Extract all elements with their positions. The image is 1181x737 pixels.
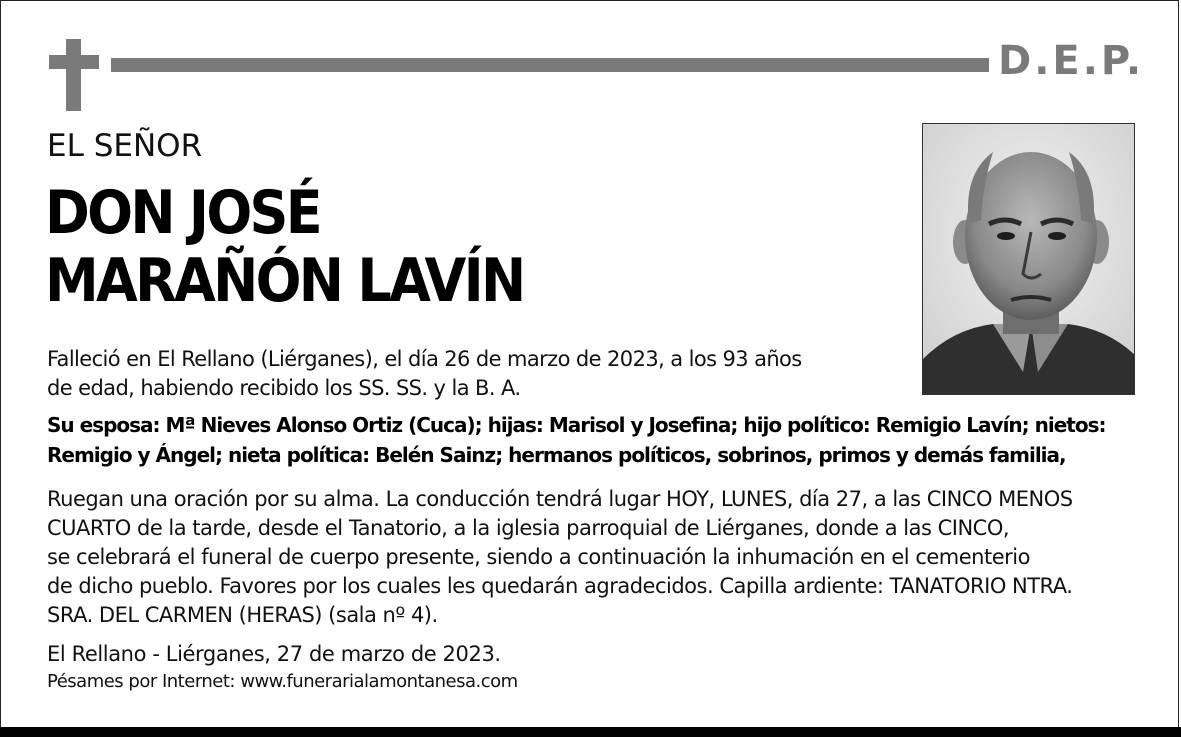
condolences-link: Pésames por Internet: www.funerarialamontanesa.com bbox=[47, 671, 518, 692]
portrait-photo bbox=[922, 123, 1135, 395]
name-line-2: MARAÑÓN LAVÍN bbox=[45, 246, 524, 316]
cross-icon bbox=[49, 39, 99, 111]
funeral-info-line: de dicho pueblo. Favores por los cuales les quedarán agradecidos. Capilla ardiente: TANATORIO NTRA. bbox=[47, 574, 1073, 598]
funeral-info-line: Ruegan una oración por su alma. La conducción tendrá lugar HOY, LUNES, día 27, a las CINCO MENOS bbox=[47, 487, 1073, 511]
funeral-info-line: SRA. DEL CARMEN (HERAS) (sala nº 4). bbox=[47, 603, 438, 627]
deceased-name bbox=[45, 179, 524, 315]
family-line: Remigio y Ángel; nieta política: Belén Sainz; hermanos políticos, sobrinos, primos y demás familia, bbox=[47, 443, 1066, 467]
dep-label: D.E.P. bbox=[998, 38, 1145, 84]
funeral-info-line: se celebrará el funeral de cuerpo presente, siendo a continuación la inhumación en el cementerio bbox=[47, 545, 1030, 569]
name-line-1: DON JOSÉ bbox=[45, 178, 320, 248]
funeral-info-text bbox=[47, 485, 1147, 630]
header-rule bbox=[111, 58, 989, 72]
family-line: Su esposa: Mª Nieves Alonso Ortiz (Cuca); hijas: Marisol y Josefina; hijo político: Remigio Lavín; nietos: bbox=[47, 413, 1106, 437]
death-notice-line: Falleció en El Rellano (Liérganes), el día 26 de marzo de 2023, a los 93 años bbox=[47, 347, 802, 371]
bottom-bar bbox=[0, 727, 1181, 737]
honorific: EL SEÑOR bbox=[47, 128, 203, 164]
funeral-info-line: CUARTO de la tarde, desde el Tanatorio, a la iglesia parroquial de Liérganes, donde a las CINCO, bbox=[47, 516, 1010, 540]
death-notice-line: de edad, habiendo recibido los SS. SS. y la B. A. bbox=[47, 376, 521, 400]
family-text bbox=[47, 410, 1157, 470]
death-notice-text bbox=[47, 345, 877, 403]
place-date: El Rellano - Liérganes, 27 de marzo de 2023. bbox=[47, 642, 501, 666]
